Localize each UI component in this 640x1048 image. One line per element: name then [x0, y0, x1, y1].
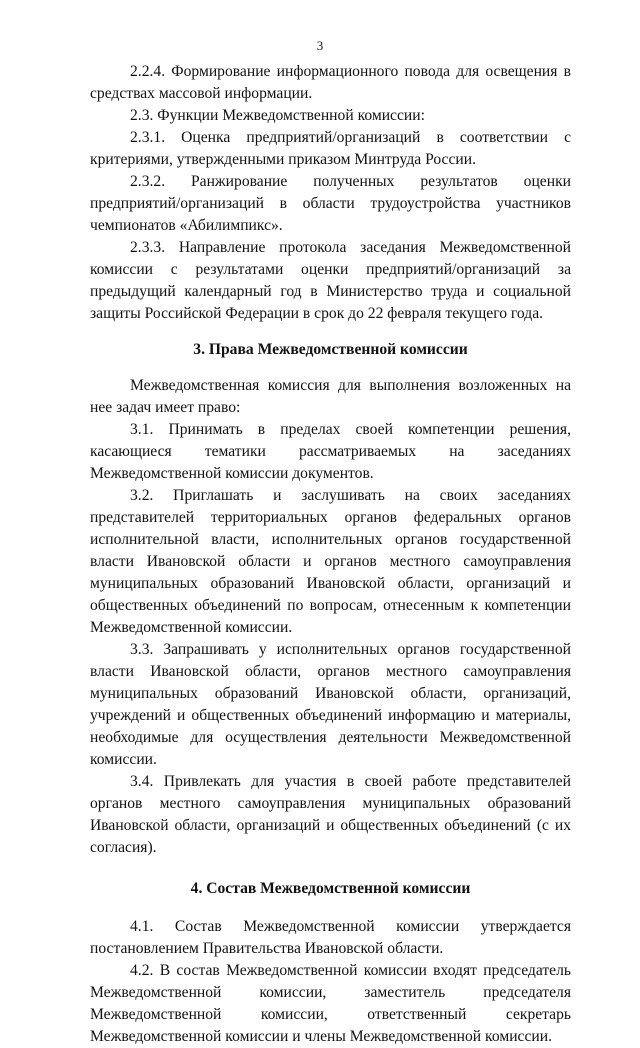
paragraph-3-1: 3.1. Принимать в пределах своей компетенции решения, касающиеся тематики рассматриваемых на заседаниях Межведомственной комиссии документов.	[90, 421, 571, 482]
paragraph-4-1: 4.1. Состав Межведомственной комиссии утверждается постановлением Правительства Ивановской области.	[90, 918, 571, 957]
paragraph-2-2-4: 2.2.4. Формирование информационного повода для освещения в средствах массовой информации.	[90, 63, 571, 102]
document-body	[90, 61, 571, 1048]
paragraph-2-3: 2.3. Функции Межведомственной комиссии:	[130, 107, 425, 124]
section-3-heading: 3. Права Межведомственной комиссии	[193, 341, 468, 358]
paragraph-2-3-2: 2.3.2. Ранжирование полученных результатов оценки предприятий/организаций в области трудоустройства участников чемпионатов «Абилимпикс».	[90, 173, 571, 234]
paragraph-3-4: 3.4. Привлекать для участия в своей работе представителей органов местного самоуправления муниципальных образований Ивановской области, организаций и общественных объединений (с их согласия).	[90, 773, 571, 856]
paragraph-2-3-1: 2.3.1. Оценка предприятий/организаций в соответствии с критериями, утвержденными приказом Минтруда России.	[90, 129, 571, 168]
paragraph-4-2: 4.2. В состав Межведомственной комиссии входят председатель Межведомственной комиссии, заместитель председателя Межведомственной комиссии, ответственный секретарь Межведомственной комиссии и члены Межведомственной комиссии.	[90, 962, 571, 1045]
paragraph-3-3: 3.3. Запрашивать у исполнительных органов государственной власти Ивановской области, органов местного самоуправления муниципальных образований Ивановской области, организаций, учреждений и общественных объединений информацию и материалы, необходимые для осуществления деятельности Межведомственной комиссии.	[90, 641, 571, 768]
paragraph-3-2: 3.2. Приглашать и заслушивать на своих заседаниях представителей территориальных органов федеральных органов исполнительной власти, исполнительных органов государственной власти Ивановской области и органов местного самоуправления муниципальных образований Ивановской области, организаций и общественных объединений по вопросам, отнесенным к компетенции Межведомственной комиссии.	[90, 487, 571, 636]
page-number: 3	[316, 38, 324, 53]
paragraph-2-3-3: 2.3.3. Направление протокола заседания Межведомственной комиссии с результатами оценки предприятий/организаций за предыдущий календарный год в Министерство труда и социальной защиты Российской Федерации в срок до 22 февраля текущего года.	[90, 239, 571, 322]
section-4-heading: 4. Состав Межведомственной комиссии	[190, 880, 471, 897]
section-3-intro: Межведомственная комиссия для выполнения возложенных на нее задач имеет право:	[90, 377, 571, 416]
